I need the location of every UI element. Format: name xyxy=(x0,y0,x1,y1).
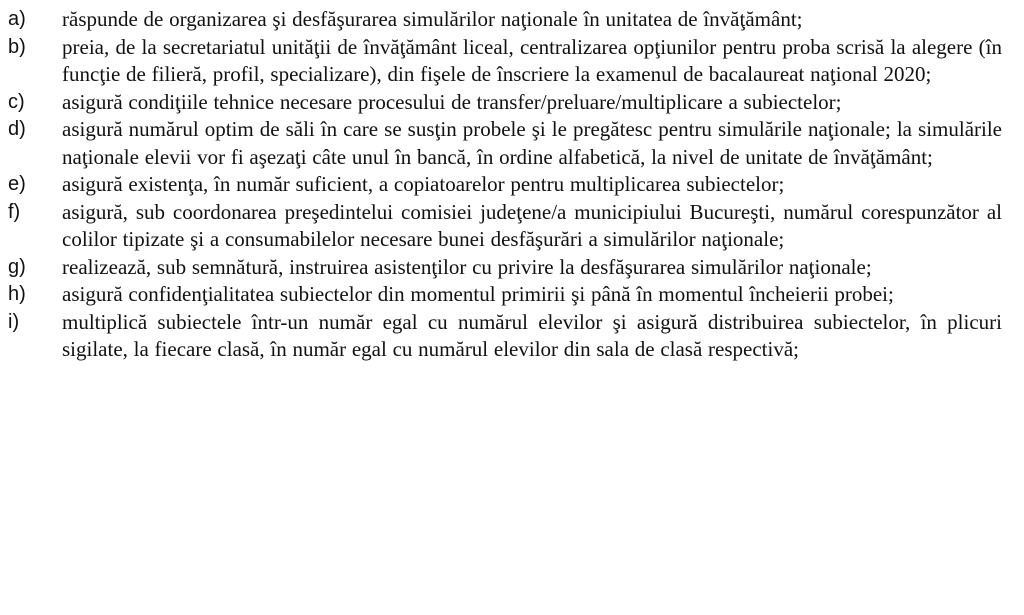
list-item-text: multiplică subiectele într-un număr egal cu numărul elevilor şi asigură distribuirea subiectelor, în plicuri sigilate, la fiecare clasă, în număr egal cu numărul elevilor din sala de clasă respectivă; xyxy=(62,309,1002,361)
list-marker: f) xyxy=(8,200,21,223)
list-item xyxy=(8,281,1002,309)
list-item xyxy=(8,6,1002,34)
list-item-text: asigură numărul optim de săli în care se susţin probele şi le pregătesc pentru simulările naţionale; la simulările naţionale elevii vor fi aşezaţi câte unul în bancă, în ordine alfabetică, la nivel de unitate de învăţământ; xyxy=(62,117,1002,169)
list-item-text: asigură, sub coordonarea preşedintelui comisiei judeţene/a municipiului Bucureşti, numărul corespunzător al colilor tipizate şi a consumabilelor necesare bunei desfăşurări a simulărilor naţionale; xyxy=(62,199,1002,251)
list-item xyxy=(8,89,1002,117)
list-item xyxy=(8,34,1002,89)
list-item-text: răspunde de organizarea şi desfăşurarea simulărilor naţionale în unitatea de învăţământ; xyxy=(62,7,803,31)
list-item xyxy=(8,309,1002,364)
list-item xyxy=(8,254,1002,282)
list-marker: a) xyxy=(8,8,26,30)
list-marker: e) xyxy=(8,173,26,195)
list-item-text: preia, de la secretariatul unităţii de învăţământ liceal, centralizarea opţiunilor pentru proba scrisă la alegere (în funcţie de filieră, profil, specializare), din fişele de înscriere la examenul de bacalaureat naţional 2020; xyxy=(62,34,1002,86)
list-marker: b) xyxy=(8,35,26,58)
list-item-text: asigură condiţiile tehnice necesare procesului de transfer/preluare/multiplicare a subiectelor; xyxy=(62,89,842,114)
list-item-text: asigură existenţa, în număr suficient, a copiatoarelor pentru multiplicarea subiectelor; xyxy=(62,172,785,196)
list-item-text: asigură confidenţialitatea subiectelor din momentul primirii şi până în momentul încheierii probei; xyxy=(62,282,894,306)
list-marker: i) xyxy=(8,310,20,333)
list-item xyxy=(8,116,1002,171)
list-item xyxy=(8,171,1002,199)
list-marker: g) xyxy=(8,255,26,278)
list-item-text: realizează, sub semnătură, instruirea asistenţilor cu privire la desfăşurarea simulărilor naţionale; xyxy=(62,254,872,279)
list-marker: c) xyxy=(8,90,25,113)
list-marker: h) xyxy=(8,283,26,305)
list-item xyxy=(8,199,1002,254)
list-marker: d) xyxy=(8,118,26,140)
